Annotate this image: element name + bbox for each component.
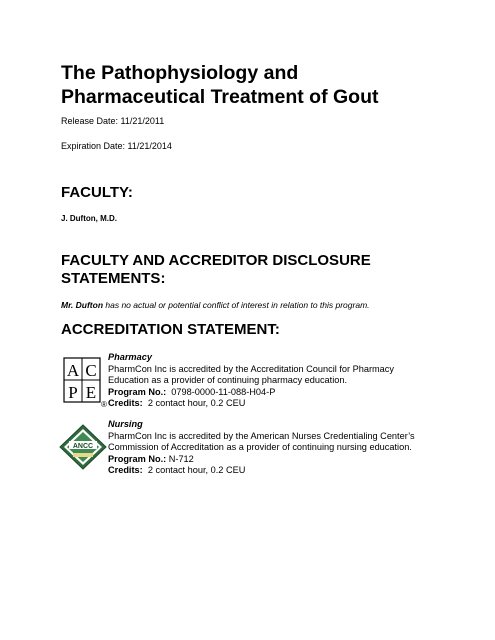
- nursing-credits-value: 2 contact hour, 0.2 CEU: [142, 465, 246, 475]
- disclosure-heading-line-1: FACULTY AND ACCREDITOR DISCLOSURE: [61, 252, 371, 269]
- pharmacy-credits-label: Credits:: [108, 398, 143, 408]
- ancc-logo-text: ANCC: [72, 443, 94, 450]
- pharmacy-statement-line-1: PharmCon Inc is accredited by the Accreditation Council for Pharmacy: [108, 363, 394, 374]
- pharmacy-statement-line-2: Education as a provider of continuing pharmacy education.: [108, 375, 348, 385]
- acpe-registered-mark: ®: [101, 400, 107, 409]
- acpe-letter-a: A: [66, 361, 80, 380]
- faculty-heading: FACULTY:: [61, 184, 133, 201]
- nursing-program-label: Program No.:: [108, 453, 167, 464]
- release-date: Release Date: 11/21/2011: [61, 116, 165, 126]
- accreditation-heading: ACCREDITATION STATEMENT:: [61, 321, 280, 338]
- pharmacy-program-row: [108, 387, 488, 399]
- nursing-program-row: [108, 454, 488, 466]
- disclosure-name: Mr. Dufton: [61, 300, 104, 310]
- faculty-name: J. Dufton, M.D.: [61, 214, 117, 223]
- document-title: [61, 61, 481, 109]
- nursing-credits-label: Credits:: [108, 465, 143, 475]
- nursing-statement-line-1: PharmCon Inc is accredited by the American Nurses Credentialing Center’s: [108, 430, 415, 441]
- acpe-logo: [61, 356, 107, 410]
- pharmacy-credits-row: [108, 398, 488, 410]
- pharmacy-program-value: 0798-0000-11-088-H04-P: [166, 386, 276, 397]
- title-line-1: The Pathophysiology and: [61, 62, 299, 84]
- nursing-org-label: Nursing: [108, 419, 143, 429]
- disclosure-heading-line-2: STATEMENTS:: [61, 270, 166, 287]
- acpe-letter-c: C: [85, 361, 97, 380]
- acpe-letter-e: E: [85, 383, 97, 402]
- nursing-credits-row: [108, 465, 488, 477]
- nursing-program-value: N-712: [166, 453, 194, 464]
- disclosure-text: has no actual or potential conflict of interest in relation to this program.: [103, 300, 370, 310]
- pharmacy-credits-value: 2 contact hour, 0.2 CEU: [142, 398, 246, 408]
- title-line-2: Pharmaceutical Treatment of Gout: [61, 86, 379, 108]
- ancc-logo: [58, 424, 108, 470]
- pharmacy-accreditation: [108, 352, 488, 410]
- pharmacy-org-label: Pharmacy: [108, 352, 152, 362]
- nursing-statement-line-2: Commission of Accreditation as a provider of continuing nursing education.: [108, 442, 412, 452]
- acpe-letter-p: P: [68, 383, 78, 402]
- pharmacy-program-label: Program No.:: [108, 386, 167, 397]
- nursing-accreditation: [108, 419, 488, 477]
- expiration-date: Expiration Date: 11/21/2014: [61, 141, 172, 151]
- disclosure-heading: [61, 252, 371, 288]
- disclosure-statement: [61, 300, 370, 310]
